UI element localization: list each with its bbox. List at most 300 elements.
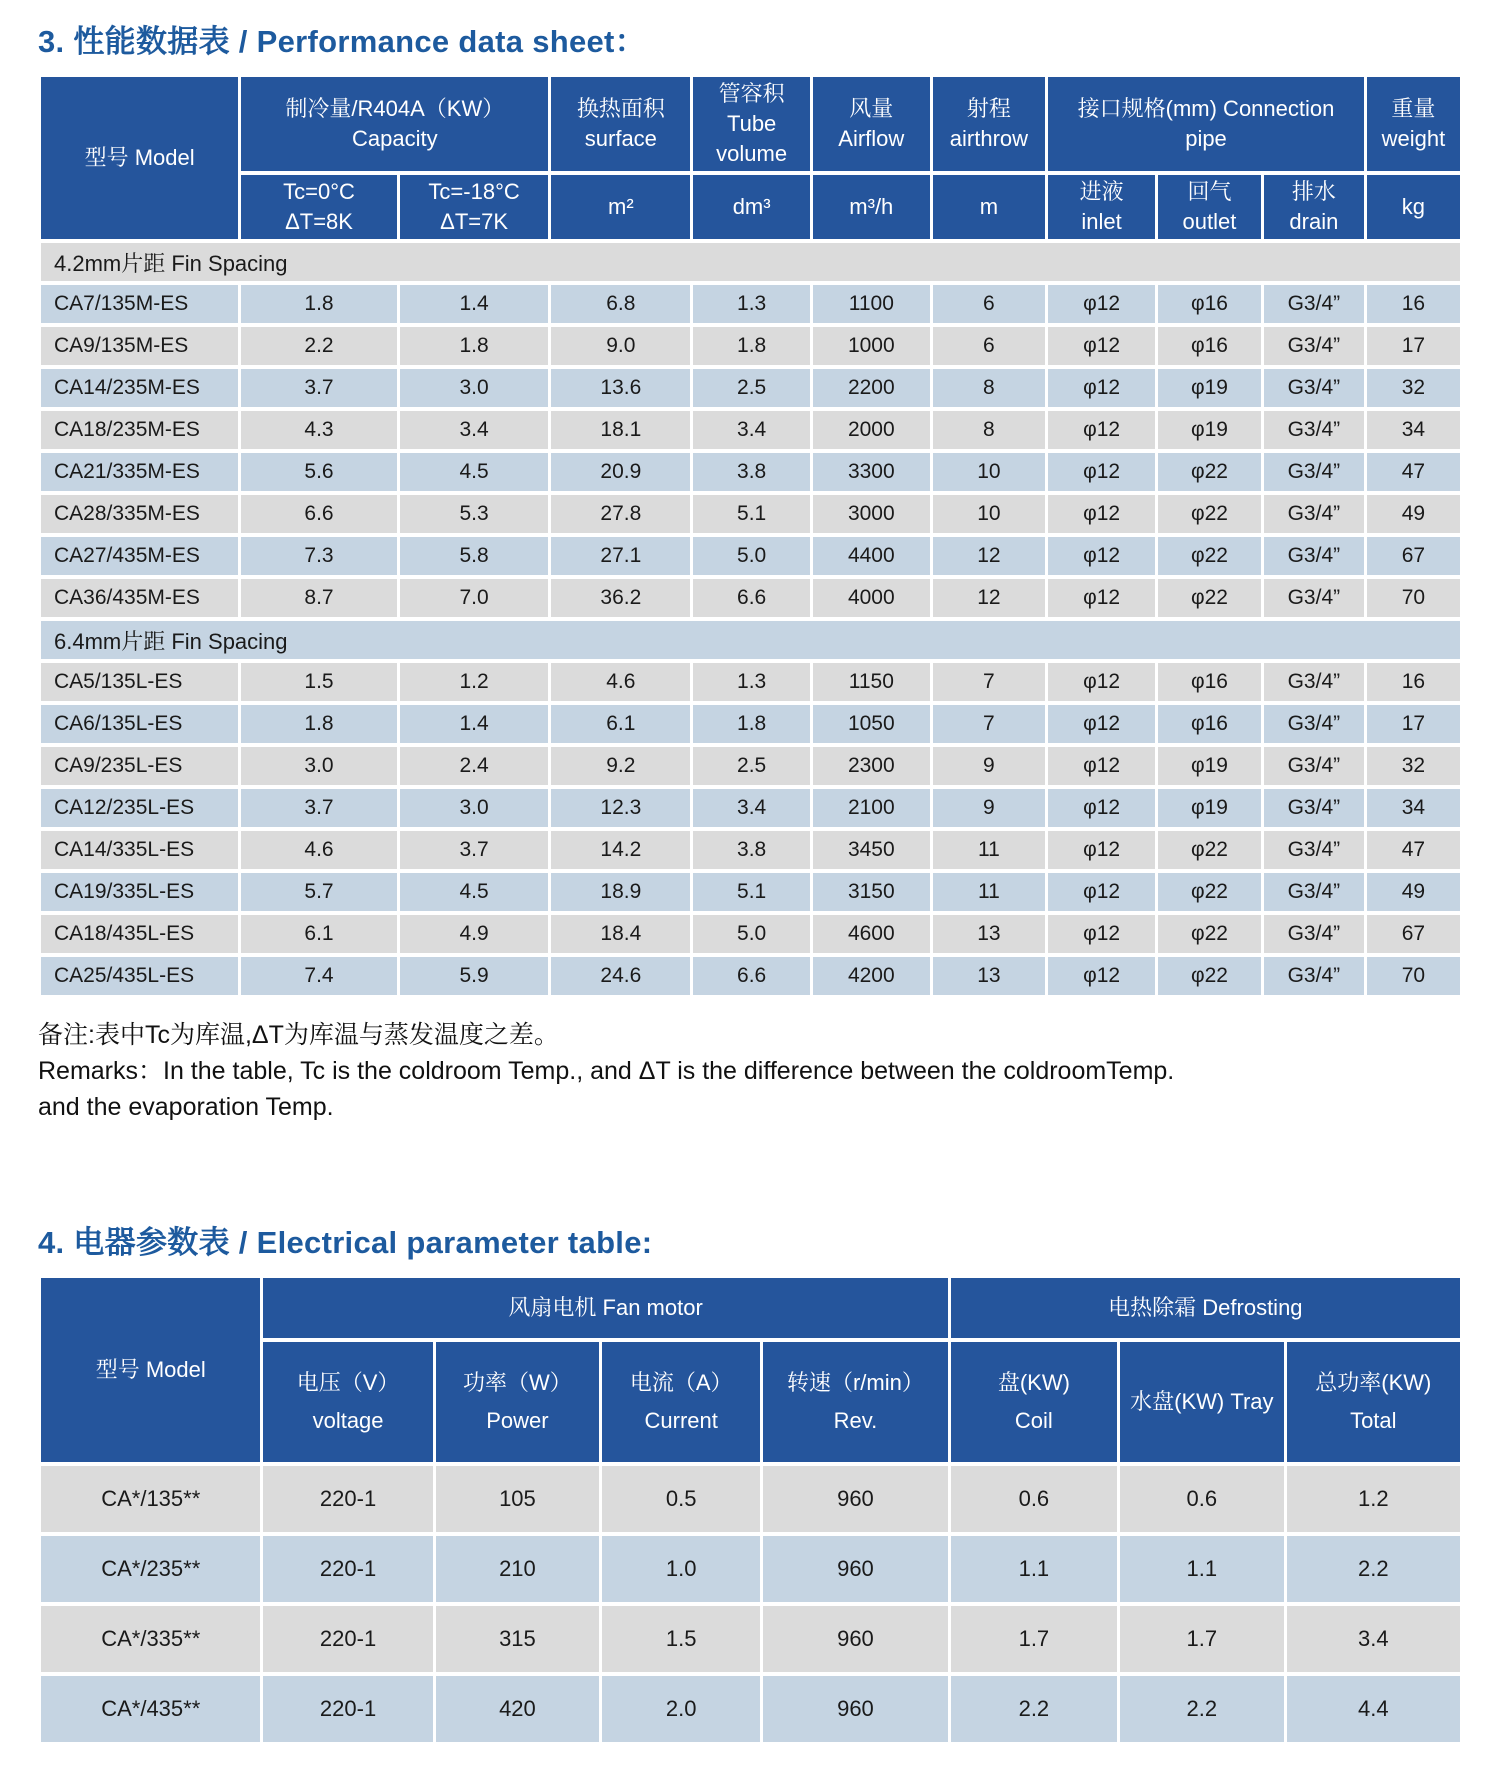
value-cell: 210 — [436, 1536, 600, 1602]
value-cell: G3/4” — [1264, 369, 1364, 407]
value-cell: G3/4” — [1264, 915, 1364, 953]
subheader-weight-unit: kg — [1367, 175, 1460, 239]
col-header-tube-volume — [693, 77, 810, 171]
table-row — [41, 915, 1460, 953]
electrical-table-header — [41, 1278, 1460, 1462]
value-cell: φ16 — [1158, 285, 1261, 323]
value-cell: φ12 — [1048, 369, 1155, 407]
table-row — [41, 1466, 1460, 1532]
pipe-label-line1: 接口规格(mm) Connection — [1077, 96, 1335, 121]
value-cell: 1.5 — [241, 663, 397, 701]
value-cell: 1.2 — [400, 663, 549, 701]
rev-label-zh: 转速（r/min） — [786, 1370, 924, 1395]
value-cell: 2300 — [813, 747, 930, 785]
value-cell: 4.6 — [551, 663, 690, 701]
weight-label-zh: 重量 — [1391, 96, 1436, 121]
value-cell: φ16 — [1158, 327, 1261, 365]
remarks-line-en1: Remarks：In the table, Tc is the coldroom Temp., and ΔT is the difference between the coldroomTemp. — [38, 1057, 1175, 1085]
rev-label-en: Rev. — [833, 1408, 878, 1433]
value-cell: G3/4” — [1264, 789, 1364, 827]
subheader-surface-unit: m² — [551, 175, 690, 239]
value-cell: 6.1 — [241, 915, 397, 953]
model-cell: CA*/435** — [41, 1676, 260, 1742]
value-cell: φ22 — [1158, 537, 1261, 575]
electrical-table-body — [41, 1466, 1460, 1742]
subheader-power — [436, 1342, 600, 1462]
value-cell: φ22 — [1158, 453, 1261, 491]
total-label-en: Total — [1350, 1408, 1397, 1433]
airthrow-label-zh: 射程 — [966, 96, 1011, 121]
value-cell: 3.4 — [693, 411, 810, 449]
col-group-capacity — [241, 77, 548, 171]
subheader-drain — [1264, 175, 1364, 239]
value-cell: 3000 — [813, 495, 930, 533]
value-cell: G3/4” — [1264, 747, 1364, 785]
voltage-label-en: voltage — [312, 1408, 384, 1433]
value-cell: φ12 — [1048, 747, 1155, 785]
value-cell: 0.6 — [1120, 1466, 1284, 1532]
value-cell: 1.1 — [951, 1536, 1117, 1602]
value-cell: 1.8 — [400, 327, 549, 365]
col-group-connection-pipe — [1048, 77, 1364, 171]
performance-table-header — [41, 77, 1460, 239]
value-cell: 220-1 — [263, 1466, 432, 1532]
value-cell: 3.0 — [241, 747, 397, 785]
model-cell: CA6/135L-ES — [41, 705, 238, 743]
tc18-line1: Tc=-18°C — [428, 179, 520, 204]
value-cell: 960 — [763, 1466, 948, 1532]
value-cell: 5.9 — [400, 957, 549, 995]
subheader-tc18 — [400, 175, 549, 239]
value-cell: 1.1 — [1120, 1536, 1284, 1602]
subheader-voltage — [263, 1342, 432, 1462]
drain-label-zh: 排水 — [1291, 179, 1336, 204]
value-cell: φ22 — [1158, 873, 1261, 911]
value-cell: 13.6 — [551, 369, 690, 407]
value-cell: 220-1 — [263, 1536, 432, 1602]
value-cell: 3300 — [813, 453, 930, 491]
model-cell: CA14/235M-ES — [41, 369, 238, 407]
value-cell: 70 — [1367, 957, 1460, 995]
value-cell: G3/4” — [1264, 327, 1364, 365]
value-cell: 1.8 — [241, 285, 397, 323]
value-cell: φ22 — [1158, 915, 1261, 953]
value-cell: 12 — [933, 537, 1046, 575]
value-cell: 960 — [763, 1536, 948, 1602]
value-cell: 16 — [1367, 285, 1460, 323]
value-cell: 3.8 — [693, 831, 810, 869]
value-cell: φ12 — [1048, 957, 1155, 995]
col-header-airflow — [813, 77, 930, 171]
value-cell: G3/4” — [1264, 579, 1364, 617]
value-cell: 3.0 — [400, 789, 549, 827]
value-cell: 4600 — [813, 915, 930, 953]
coil-label-zh: 盘(KW) — [997, 1370, 1070, 1395]
value-cell: φ12 — [1048, 579, 1155, 617]
value-cell: 1.0 — [602, 1536, 760, 1602]
remarks-line-zh: 备注:表中Tc为库温,ΔT为库温与蒸发温度之差。 — [38, 1021, 559, 1049]
value-cell: φ12 — [1048, 789, 1155, 827]
subheader-coil — [951, 1342, 1117, 1462]
table-row — [41, 327, 1460, 365]
table-row — [41, 1676, 1460, 1742]
table-row — [41, 285, 1460, 323]
value-cell: 3.4 — [1287, 1606, 1460, 1672]
table-row — [41, 579, 1460, 617]
subheader-total — [1287, 1342, 1460, 1462]
value-cell: 1050 — [813, 705, 930, 743]
value-cell: 8 — [933, 411, 1046, 449]
col-header-model: 型号 Model — [41, 77, 238, 239]
value-cell: 6 — [933, 285, 1046, 323]
table-row — [41, 663, 1460, 701]
value-cell: φ19 — [1158, 789, 1261, 827]
value-cell: 17 — [1367, 327, 1460, 365]
model-cell: CA18/235M-ES — [41, 411, 238, 449]
pipe-label-line2: pipe — [1185, 126, 1227, 151]
value-cell: 105 — [436, 1466, 600, 1532]
value-cell: 32 — [1367, 747, 1460, 785]
value-cell: 4200 — [813, 957, 930, 995]
value-cell: 6.1 — [551, 705, 690, 743]
value-cell: 8 — [933, 369, 1046, 407]
value-cell: 1.8 — [241, 705, 397, 743]
model-cell: CA5/135L-ES — [41, 663, 238, 701]
value-cell: 2.2 — [1120, 1676, 1284, 1742]
value-cell: G3/4” — [1264, 411, 1364, 449]
value-cell: 17 — [1367, 705, 1460, 743]
capacity-label-en: Capacity — [352, 126, 438, 151]
value-cell: φ12 — [1048, 831, 1155, 869]
value-cell: 2.2 — [951, 1676, 1117, 1742]
value-cell: φ12 — [1048, 495, 1155, 533]
value-cell: 13 — [933, 957, 1046, 995]
table-row — [41, 453, 1460, 491]
value-cell: φ19 — [1158, 369, 1261, 407]
model-cell: CA19/335L-ES — [41, 873, 238, 911]
tc18-line2: ΔT=7K — [440, 209, 509, 234]
value-cell: G3/4” — [1264, 705, 1364, 743]
value-cell: 0.6 — [951, 1466, 1117, 1532]
col-header-weight — [1367, 77, 1460, 171]
value-cell: 2.0 — [602, 1676, 760, 1742]
value-cell: 2000 — [813, 411, 930, 449]
value-cell: 1100 — [813, 285, 930, 323]
col-header-airthrow — [933, 77, 1046, 171]
value-cell: 11 — [933, 873, 1046, 911]
outlet-label-en: outlet — [1182, 209, 1237, 234]
voltage-label-zh: 电压（V） — [296, 1370, 400, 1395]
value-cell: 20.9 — [551, 453, 690, 491]
value-cell: 4.3 — [241, 411, 397, 449]
current-label-zh: 电流（A） — [629, 1370, 733, 1395]
value-cell: G3/4” — [1264, 831, 1364, 869]
value-cell: 3.7 — [241, 789, 397, 827]
value-cell: 27.1 — [551, 537, 690, 575]
col-group-defrosting: 电热除霜 Defrosting — [951, 1278, 1460, 1338]
airflow-label-zh: 风量 — [849, 96, 894, 121]
value-cell: φ12 — [1048, 285, 1155, 323]
model-cell: CA12/235L-ES — [41, 789, 238, 827]
value-cell: 4.4 — [1287, 1676, 1460, 1742]
electrical-parameter-table — [38, 1274, 1463, 1746]
value-cell: 315 — [436, 1606, 600, 1672]
value-cell: 34 — [1367, 411, 1460, 449]
value-cell: 1.3 — [693, 285, 810, 323]
value-cell: 6.6 — [693, 579, 810, 617]
col-header-surface — [551, 77, 690, 171]
value-cell: 16 — [1367, 663, 1460, 701]
value-cell: G3/4” — [1264, 495, 1364, 533]
value-cell: φ12 — [1048, 453, 1155, 491]
value-cell: 5.3 — [400, 495, 549, 533]
inlet-label-en: inlet — [1081, 209, 1122, 234]
value-cell: 5.6 — [241, 453, 397, 491]
fin-spacing-section-row — [41, 621, 1460, 659]
table-row — [41, 873, 1460, 911]
value-cell: 1.5 — [602, 1606, 760, 1672]
fin-spacing-section-label: 6.4mm片距 Fin Spacing — [41, 621, 1460, 659]
value-cell: 1.7 — [951, 1606, 1117, 1672]
capacity-label-zh: 制冷量/R404A（KW） — [285, 96, 505, 121]
value-cell: 18.4 — [551, 915, 690, 953]
value-cell: 67 — [1367, 915, 1460, 953]
value-cell: 11 — [933, 831, 1046, 869]
airthrow-label-en: airthrow — [949, 126, 1029, 151]
table-row — [41, 789, 1460, 827]
value-cell: 0.5 — [602, 1466, 760, 1532]
value-cell: 9.0 — [551, 327, 690, 365]
value-cell: 7 — [933, 663, 1046, 701]
remarks-line-en2: and the evaporation Temp. — [38, 1093, 334, 1121]
value-cell: 220-1 — [263, 1606, 432, 1672]
value-cell: φ16 — [1158, 663, 1261, 701]
value-cell: 49 — [1367, 873, 1460, 911]
value-cell: φ12 — [1048, 327, 1155, 365]
value-cell: 1.8 — [693, 327, 810, 365]
value-cell: 18.9 — [551, 873, 690, 911]
subheader-tray: 水盘(KW) Tray — [1120, 1342, 1284, 1462]
outlet-label-zh: 回气 — [1187, 179, 1232, 204]
value-cell: 10 — [933, 453, 1046, 491]
table-row — [41, 1606, 1460, 1672]
value-cell: 6.6 — [693, 957, 810, 995]
value-cell: 7.0 — [400, 579, 549, 617]
value-cell: 6.6 — [241, 495, 397, 533]
value-cell: 1.4 — [400, 285, 549, 323]
power-label-en: Power — [486, 1408, 549, 1433]
value-cell: 36.2 — [551, 579, 690, 617]
value-cell: 27.8 — [551, 495, 690, 533]
value-cell: 5.0 — [693, 537, 810, 575]
table-row — [41, 1536, 1460, 1602]
value-cell: 4400 — [813, 537, 930, 575]
value-cell: 1.4 — [400, 705, 549, 743]
value-cell: G3/4” — [1264, 453, 1364, 491]
value-cell: G3/4” — [1264, 957, 1364, 995]
value-cell: G3/4” — [1264, 873, 1364, 911]
value-cell: 5.1 — [693, 495, 810, 533]
value-cell: φ12 — [1048, 663, 1155, 701]
current-label-en: Current — [644, 1408, 718, 1433]
subheader-inlet — [1048, 175, 1155, 239]
value-cell: 2.2 — [1287, 1536, 1460, 1602]
subheader-rev — [763, 1342, 948, 1462]
performance-data-table — [38, 73, 1463, 999]
model-cell: CA7/135M-ES — [41, 285, 238, 323]
value-cell: 2.2 — [241, 327, 397, 365]
value-cell: 3150 — [813, 873, 930, 911]
value-cell: 4.5 — [400, 873, 549, 911]
fin-spacing-section-label: 4.2mm片距 Fin Spacing — [41, 243, 1460, 281]
value-cell: 49 — [1367, 495, 1460, 533]
value-cell: 220-1 — [263, 1676, 432, 1742]
value-cell: 13 — [933, 915, 1046, 953]
power-label-zh: 功率（W） — [463, 1370, 572, 1395]
value-cell: 9 — [933, 747, 1046, 785]
value-cell: 3.4 — [400, 411, 549, 449]
table-row — [41, 957, 1460, 995]
value-cell: φ12 — [1048, 537, 1155, 575]
value-cell: φ22 — [1158, 957, 1261, 995]
value-cell: 5.8 — [400, 537, 549, 575]
model-cell: CA9/135M-ES — [41, 327, 238, 365]
col-header-model: 型号 Model — [41, 1278, 260, 1462]
value-cell: 3.4 — [693, 789, 810, 827]
model-cell: CA*/135** — [41, 1466, 260, 1532]
coil-label-en: Coil — [1014, 1408, 1053, 1433]
table-row — [41, 369, 1460, 407]
value-cell: G3/4” — [1264, 537, 1364, 575]
model-cell: CA18/435L-ES — [41, 915, 238, 953]
value-cell: 6.8 — [551, 285, 690, 323]
subheader-current — [602, 1342, 760, 1462]
model-cell: CA14/335L-ES — [41, 831, 238, 869]
table-row — [41, 411, 1460, 449]
value-cell: 9 — [933, 789, 1046, 827]
value-cell: φ22 — [1158, 579, 1261, 617]
drain-label-en: drain — [1289, 209, 1339, 234]
subheader-airthrow-unit: m — [933, 175, 1046, 239]
value-cell: 3.0 — [400, 369, 549, 407]
value-cell: 70 — [1367, 579, 1460, 617]
value-cell: φ12 — [1048, 915, 1155, 953]
inlet-label-zh: 进液 — [1079, 179, 1124, 204]
value-cell: φ12 — [1048, 411, 1155, 449]
model-cell: CA25/435L-ES — [41, 957, 238, 995]
value-cell: 47 — [1367, 453, 1460, 491]
fin-spacing-section-row — [41, 243, 1460, 281]
value-cell: 67 — [1367, 537, 1460, 575]
value-cell: 4.9 — [400, 915, 549, 953]
model-cell: CA*/335** — [41, 1606, 260, 1672]
value-cell: 1.7 — [1120, 1606, 1284, 1672]
value-cell: 3.8 — [693, 453, 810, 491]
value-cell: 5.1 — [693, 873, 810, 911]
model-cell: CA36/435M-ES — [41, 579, 238, 617]
value-cell: 7.4 — [241, 957, 397, 995]
model-cell: CA*/235** — [41, 1536, 260, 1602]
value-cell: 2200 — [813, 369, 930, 407]
model-cell: CA21/335M-ES — [41, 453, 238, 491]
value-cell: 12 — [933, 579, 1046, 617]
table-row — [41, 747, 1460, 785]
performance-table-body — [41, 243, 1460, 995]
weight-label-en: weight — [1381, 126, 1446, 151]
subheader-outlet — [1158, 175, 1261, 239]
table-row — [41, 705, 1460, 743]
value-cell: 6 — [933, 327, 1046, 365]
performance-section-title: 3. 性能数据表 / Performance data sheet： — [38, 24, 646, 59]
subheader-tc0 — [241, 175, 397, 239]
model-cell: CA27/435M-ES — [41, 537, 238, 575]
tube-label-en1: Tube — [726, 111, 777, 136]
tc0-line1: Tc=0°C — [283, 179, 355, 204]
value-cell: φ19 — [1158, 747, 1261, 785]
tube-label-zh: 管容积 — [718, 81, 785, 106]
tube-label-en2: volume — [716, 141, 788, 166]
value-cell: φ22 — [1158, 495, 1261, 533]
value-cell: 2.4 — [400, 747, 549, 785]
value-cell: 5.0 — [693, 915, 810, 953]
value-cell: 32 — [1367, 369, 1460, 407]
value-cell: 47 — [1367, 831, 1460, 869]
value-cell: 34 — [1367, 789, 1460, 827]
value-cell: G3/4” — [1264, 663, 1364, 701]
value-cell: 1.8 — [693, 705, 810, 743]
value-cell: 14.2 — [551, 831, 690, 869]
value-cell: φ12 — [1048, 705, 1155, 743]
value-cell: 1.2 — [1287, 1466, 1460, 1532]
value-cell: 7.3 — [241, 537, 397, 575]
value-cell: 1.3 — [693, 663, 810, 701]
remarks-block — [38, 1017, 1463, 1125]
tc0-line2: ΔT=8K — [285, 209, 353, 234]
value-cell: 4.5 — [400, 453, 549, 491]
table-row — [41, 495, 1460, 533]
value-cell: φ19 — [1158, 411, 1261, 449]
value-cell: φ16 — [1158, 705, 1261, 743]
value-cell: 24.6 — [551, 957, 690, 995]
value-cell: 1150 — [813, 663, 930, 701]
value-cell: 1000 — [813, 327, 930, 365]
value-cell: 7 — [933, 705, 1046, 743]
value-cell: 12.3 — [551, 789, 690, 827]
value-cell: 3.7 — [400, 831, 549, 869]
value-cell: 420 — [436, 1676, 600, 1742]
value-cell: 3450 — [813, 831, 930, 869]
subheader-tube-unit: dm³ — [693, 175, 810, 239]
value-cell: 5.7 — [241, 873, 397, 911]
table-row — [41, 537, 1460, 575]
value-cell: 4.6 — [241, 831, 397, 869]
value-cell: 10 — [933, 495, 1046, 533]
model-cell: CA9/235L-ES — [41, 747, 238, 785]
value-cell: 2.5 — [693, 369, 810, 407]
airflow-label-en: Airflow — [838, 126, 905, 151]
value-cell: 4000 — [813, 579, 930, 617]
value-cell: 960 — [763, 1606, 948, 1672]
value-cell: 960 — [763, 1676, 948, 1742]
value-cell: φ22 — [1158, 831, 1261, 869]
value-cell: 2100 — [813, 789, 930, 827]
value-cell: 18.1 — [551, 411, 690, 449]
model-cell: CA28/335M-ES — [41, 495, 238, 533]
electrical-section-title: 4. 电器参数表 / Electrical parameter table: — [38, 1225, 653, 1260]
table-row — [41, 831, 1460, 869]
subheader-airflow-unit: m³/h — [813, 175, 930, 239]
surface-label-en: surface — [584, 126, 657, 151]
